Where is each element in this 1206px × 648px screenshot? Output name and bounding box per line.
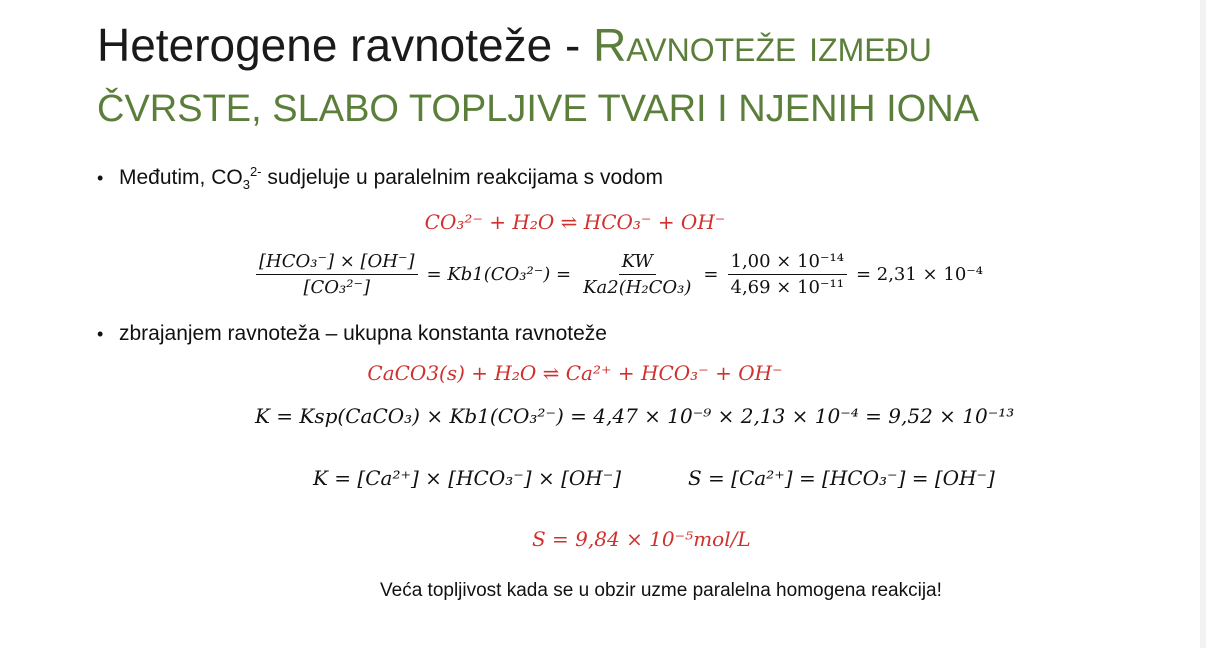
equation-solubility-relation: S = [Ca²⁺] = [HCO₃⁻] = [OH⁻] [688, 466, 995, 490]
bullet-2 [97, 322, 607, 346]
bullet-1 [97, 164, 663, 192]
slide-title [97, 19, 1157, 130]
bullet-1-sub: 3 [242, 177, 250, 193]
bullet-dot-icon: • [97, 168, 104, 188]
bullet-dot-icon: • [97, 324, 104, 344]
fraction-1 [256, 251, 418, 298]
page-edge [1200, 0, 1206, 648]
equation-kb1-mid: = Kb1(CO₃²⁻) = [426, 263, 572, 285]
fraction-3-denominator: 4,69 × 10⁻¹¹ [730, 276, 844, 298]
fraction-2-denominator: Ka2(H₂CO₃) [583, 276, 692, 298]
equation-k-expression: K = [Ca²⁺] × [HCO₃⁻] × [OH⁻] [313, 466, 622, 490]
equation-total-constant: K = Ksp(CaCO₃) × Kb1(CO₃²⁻) = 4,47 × 10⁻⁹ × 2,13 × 10⁻⁴ = 9,52 × 10⁻¹³ [255, 404, 1015, 428]
title-line-1 [97, 19, 1157, 78]
title-plain-part: Heterogene ravnoteže - [97, 19, 594, 71]
fraction-3-numerator: 1,00 × 10⁻¹⁴ [728, 251, 847, 275]
bullet-1-sup: 2- [249, 164, 262, 179]
fraction-2-numerator: KW [619, 251, 656, 275]
equals-sign: = [703, 263, 719, 285]
equation-kb1-fraction-row [252, 248, 988, 300]
title-line-2: ČVRSTE, SLABO TOPLJIVE TVARI I NJENIH IONA [97, 88, 979, 130]
fraction-3 [728, 251, 847, 298]
bullet-1-suffix: sudjeluje u paralelnim reakcijama s vodom [261, 166, 664, 189]
equation-carbonate-hydrolysis: CO₃²⁻ + H₂O ⇌ HCO₃⁻ + OH⁻ [424, 210, 726, 234]
bullet-2-text: zbrajanjem ravnoteža – ukupna konstanta ravnoteže [119, 322, 607, 345]
equation-solubility-result: S = 9,84 × 10⁻⁵mol/L [532, 527, 751, 551]
fraction-1-denominator: [CO₃²⁻] [303, 276, 371, 298]
conclusion-note: Veća topljivost kada se u obzir uzme paralelna homogena reakcija! [380, 580, 942, 601]
title-accent-part: Ravnoteže između [593, 19, 932, 71]
fraction-1-numerator: [HCO₃⁻] × [OH⁻] [256, 251, 418, 275]
bullet-1-prefix: Međutim, CO [119, 166, 243, 189]
equation-kb1-result: = 2,31 × 10⁻⁴ [855, 263, 983, 285]
equation-calcite-dissolution: CaCO3(s) + H₂O ⇌ Ca²⁺ + HCO₃⁻ + OH⁻ [367, 361, 783, 385]
fraction-2 [580, 251, 694, 298]
